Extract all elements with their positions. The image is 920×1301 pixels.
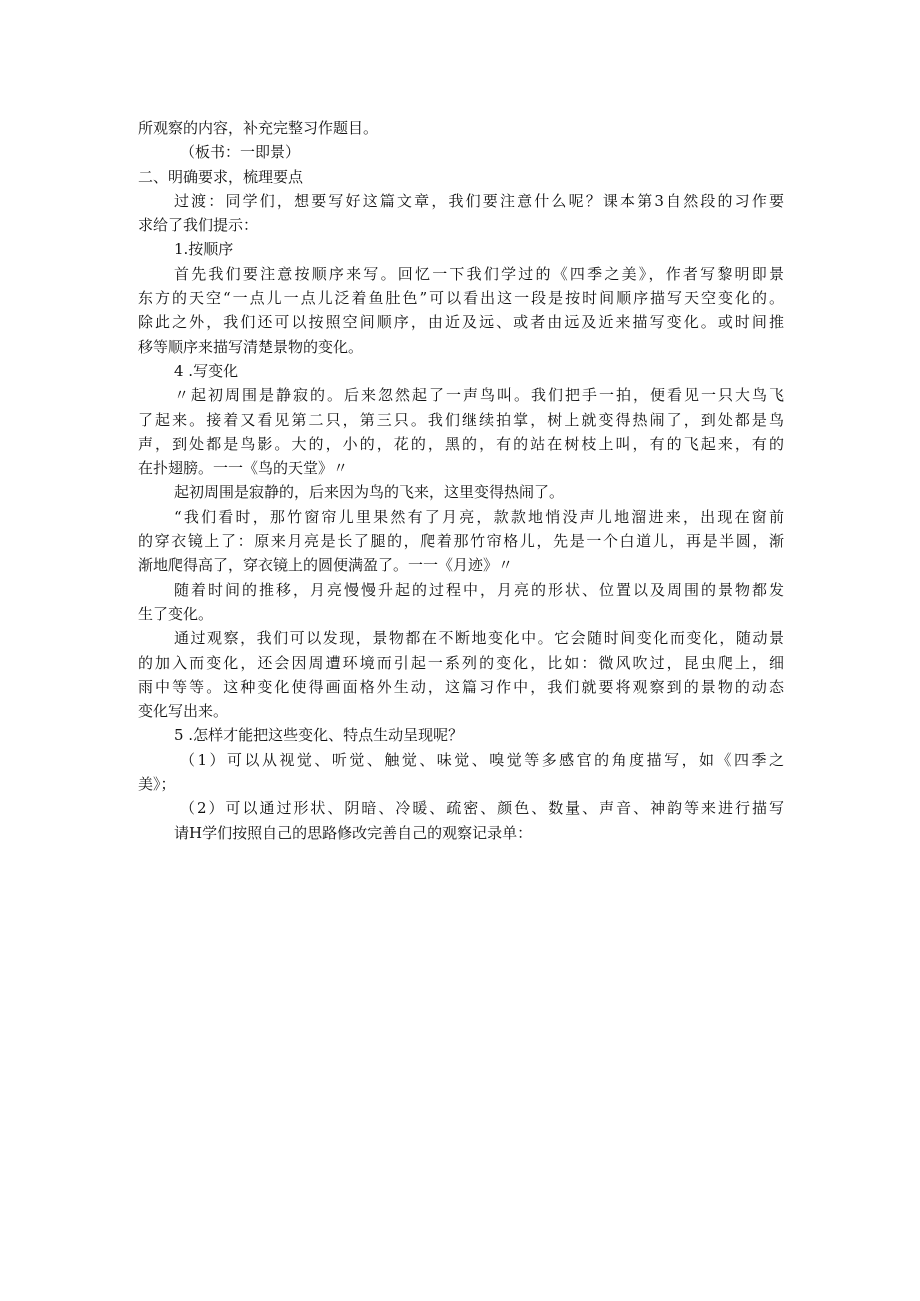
text-line: （板书：一即景） (180, 143, 301, 162)
text-line: 的加入而变化，还会因周遭环境而引起一系列的变化，比如：微风吹过，昆虫爬上，细 (138, 653, 784, 672)
document-page (138, 116, 784, 845)
text-line: 除此之外，我们还可以按照空间顺序，由近及远、或者由远及近来描写变化。或时间推 (138, 313, 784, 332)
subheading: 1.按顺序 (174, 240, 234, 259)
text-line: 所观察的内容，补充完整习作题目。 (138, 119, 379, 137)
subheading: 4 .写变化 (174, 361, 239, 380)
section-heading: 二、明确要求，梳理要点 (138, 167, 304, 186)
text-line: 在扑翅膀。一一《鸟的天堂》〃 (138, 459, 349, 478)
text-line: 通过观察，我们可以发现，景物都在不断地变化中。它会随时间变化而变化，随动景 (174, 629, 784, 648)
text-line: 请H学们按照自己的思路修改完善自己的观察记录单： (174, 823, 533, 842)
text-line: 〃起初周围是静寂的。后来忽然起了一声鸟叫。我们把手一拍，便看见一只大鸟飞 (174, 386, 784, 405)
text-line: 过渡：同学们，想要写好这篇文章，我们要注意什么呢？课本第3自然段的习作要 (174, 191, 784, 210)
text-line: 雨中等等。这种变化使得画面格外生动，这篇习作中，我们就要将观察到的景物的动态 (138, 677, 784, 696)
text-line: 美》； (138, 775, 176, 794)
text-line: 声，到处都是鸟影。大的，小的，花的，黑的，有的站在树枝上叫，有的飞起来，有的 (138, 434, 784, 453)
text-line: “我们看时，那竹窗帘儿里果然有了月亮，款款地悄没声儿地溜进来，出现在窗前 (174, 507, 784, 526)
text-line: 移等顺序来描写清楚景物的变化。 (138, 337, 364, 356)
text-line: 生了变化。 (138, 604, 214, 623)
text-line: 首先我们要注意按顺序来写。回忆一下我们学过的《四季之美》，作者写黎明即景 (174, 264, 784, 283)
text-line: 随着时间的推移，月亮慢慢升起的过程中，月亮的形状、位置以及周围的景物都发 (174, 580, 784, 599)
text-line: 变化写出来。 (138, 702, 229, 721)
text-line: （1）可以从视觉、听觉、触觉、味觉、嗅觉等多感官的角度描写，如《四季之 (180, 750, 784, 769)
text-line: 渐地爬得高了，穿衣镜上的圆便满盈了。一一《月迹》〃 (138, 556, 514, 575)
subheading: 5 .怎样才能把这些变化、特点生动呈现呢？ (174, 726, 464, 745)
text-line: 了起来。接着又看见第二只，第三只。我们继续拍掌，树上就变得热闹了，到处都是鸟 (138, 410, 784, 429)
text-line: 求给了我们提示： (138, 216, 259, 235)
text-line: 起初周围是寂静的，后来因为鸟的飞来，这里变得热闹了。 (174, 483, 565, 502)
text-line: 的穿衣镜上了：原来月亮是长了腿的，爬着那竹帘格儿，先是一个白道儿，再是半圆，渐 (138, 532, 784, 551)
text-line: 东方的天空“一点儿一点儿泛着鱼肚色”可以看出这一段是按时间顺序描写天空变化的。 (138, 289, 784, 308)
text-line: （2）可以通过形状、阴暗、冷暖、疏密、颜色、数量、声音、神韵等来进行描写 (180, 799, 784, 818)
